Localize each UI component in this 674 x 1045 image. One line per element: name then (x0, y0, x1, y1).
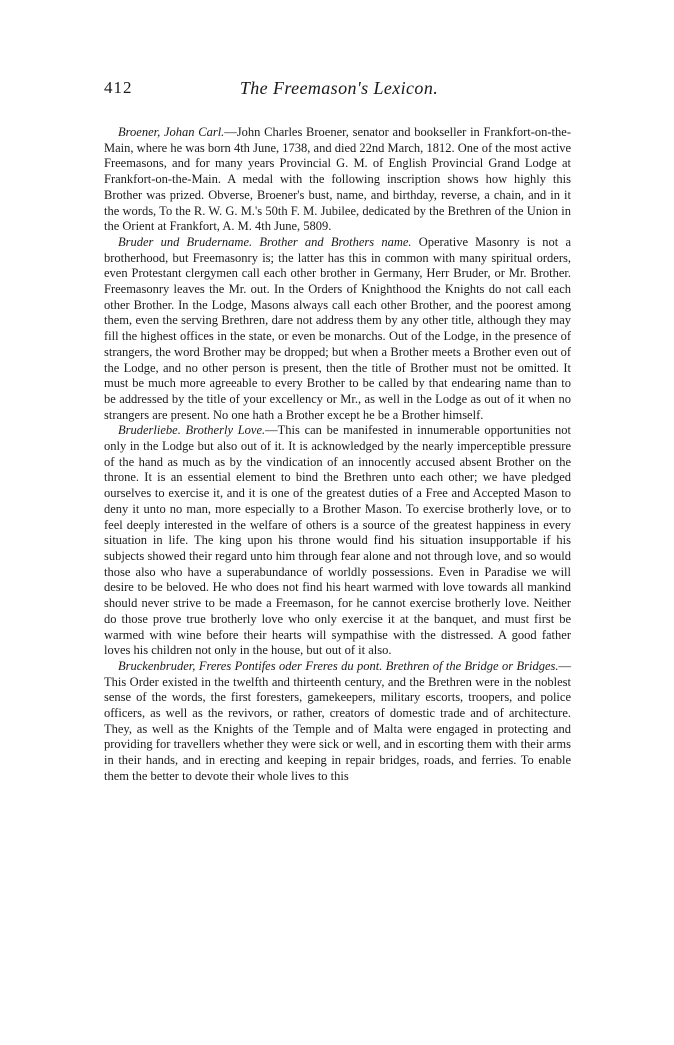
entry-bruder-und-brudername (104, 235, 571, 423)
page-header (104, 78, 574, 104)
entry-broener (104, 125, 571, 235)
entry-text: Operative Masonry is not a brotherhood, but Freemasonry is; the latter has this in common with many spiritual orders, even Protestant clergymen call each other brother in Germany, Herr Bruder, or Mr. Brother. Freemasonry leaves the Mr. out. In the Orders of Knighthood the Knights do not call each other Brother. In the Lodge, Masons always call each other Brother, and the poorest among them, even the serving Brethren, dare not address them by any other title, although they may fill the highest offices in the state, or even be monarchs. Out of the Lodge, in the presence of strangers, the word Brother may be dropped; but when a Brother meets a Brother even out of the Lodge, and no other person is present, then the title of Brother must not be omitted. It must be much more agreeable to every Brother to be called by that endearing name than to be addressed by the title of your excellency or Mr., as well in the Lodge as out of it when no strangers are present. No one hath a Brother except he be a Brother himself. (104, 234, 572, 422)
entry-text: —This Order existed in the twelfth and thirteenth century, and the Brethren were in the noblest sense of the words, the first foresters, gamekeepers, military escorts, troopers, and police officers, as well as the revivors, or rather, creators of domestic trade and of architecture. They, as well as the Knights of the Temple and of Malta were engaged in protecting and providing for travellers whether they were sick or well, and in escorting them with their arms in their hands, and in erecting and keeping in repair bridges, roads, and ferries. To enable them the better to devote their whole lives to this (104, 658, 571, 783)
entry-bruderliebe (104, 423, 571, 659)
entry-heading: Bruckenbruder, Freres Pontifes oder Freres du pont. Brethren of the Bridge or Bridges. (118, 658, 559, 673)
entry-bruckenbruder (104, 659, 571, 785)
entry-heading: Broener, Johan Carl. (118, 125, 225, 139)
entry-heading: Bruder und Brudername. Brother and Brothers name. (118, 234, 412, 249)
lexicon-body (104, 125, 571, 785)
entry-text: —John Charles Broener, senator and bookseller in Frankfort-on-the-Main, where he was born 4th June, 1738, and died 22nd March, 1812. One of the most active Freemasons, and for many years Provincial G. M. of English Provincial Grand Lodge at Frankfort-on-the-Main. A medal with the following inscription shows how highly this Brother was prized. Obverse, Broener's bust, name, and birthday, reverse, a chain, and in it the words, To the R. W. G. M.'s 50th F. M. Jubilee, dedicated by the Brethren of the Union in the Orient at Frankfort, A. M. 4th June, 5809. (104, 125, 571, 234)
entry-heading: Bruderliebe. Brotherly Love. (118, 423, 266, 438)
page-number: 412 (104, 78, 133, 97)
entry-text: —This can be manifested in innumerable opportunities not only in the Lodge but also out of it. It is acknowledged by the nearly imperceptible pressure of the hand as much as by the vindication of an innocently accused absent Brother on the throne. It is an essential element to bind the Brethren unto each other; we have pledged ourselves to exercise it, and it is one of the greatest duties of a Free and Accepted Mason to deny it unto no man, more especially to a Brother Mason. To exercise brotherly love, or to feel deeply interested in the welfare of others is a source of the greatest happiness in every situation in life. The king upon his throne would find his situation insupportable if his subjects showed their regard unto him through fear alone and not through love, and so would those also who have a superabundance of worldly possessions. Even in Paradise we will desire to be beloved. He who does not find his heart warmed with love towards all mankind should never strive to be made a Freemason, for he cannot exercise brotherly love. Neither do those prove true brotherly love who only exercise it at the banquet, and must first be warmed with wine before their hearts will sympathise with the distressed. A good father loves his children not only in the house, but out of it also. (104, 423, 571, 658)
running-title: The Freemason's Lexicon. (239, 78, 439, 98)
